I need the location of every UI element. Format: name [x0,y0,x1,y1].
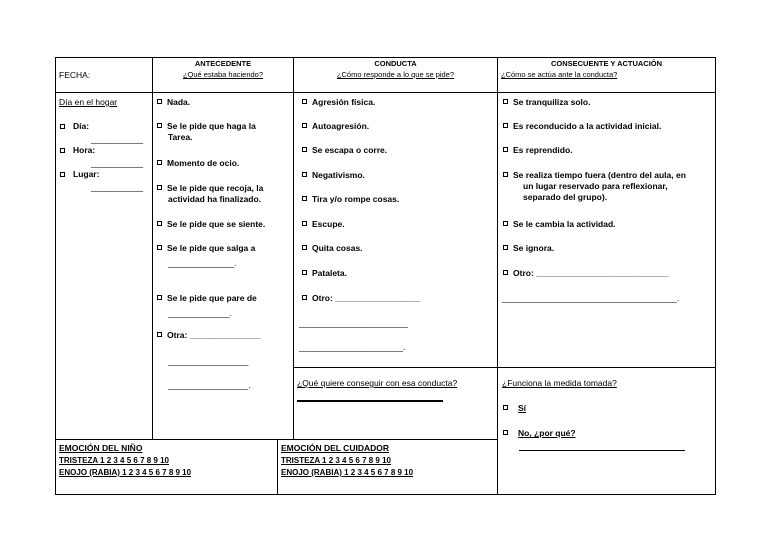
checkbox-icon [302,123,307,128]
col2-divider [293,57,294,440]
checkbox-icon [157,160,162,165]
conducta-item-negativismo[interactable]: Negativismo. [302,170,365,181]
conducta-item-quita[interactable]: Quita cosas. [302,243,363,254]
conducta-item-tira[interactable]: Tira y/o rompe cosas. [302,194,399,205]
consecuente-no-answer-line[interactable] [519,450,685,451]
consecuente-item-tiempo-fuera[interactable]: Se realiza tiempo fuera (dentro del aula, en [503,170,686,181]
checkbox-icon [503,245,508,250]
conducta-item-escapa[interactable]: Se escapa o corre. [302,145,387,156]
conducta-item-pataleta[interactable]: Pataleta. [302,268,347,279]
checkbox-icon [503,221,508,226]
consecuente-no[interactable]: No, ¿por qué? [503,428,576,439]
emocion-cuidador-enojo[interactable]: ENOJO (RABIA) 1 2 3 4 5 6 7 8 9 10 [281,468,414,477]
dia-label: Día: [73,121,90,131]
consecuente-subtitle: ¿Cómo se actúa ante la conducta? [501,70,618,79]
checkbox-icon [157,245,162,250]
antecedente-item-otra[interactable]: Otra: _______________ [157,330,261,341]
frame-bottom [55,494,716,495]
antecedente-otra-line-1[interactable]: _________________ [168,356,249,366]
fecha-label: FECHA: [59,70,91,80]
dia-hogar-title: Día en el hogar [59,97,118,107]
checkbox-icon [302,147,307,152]
consecuente-item-reprendido[interactable]: Es reprendido. [503,145,573,156]
checkbox-icon [302,295,307,300]
conducta-question: ¿Qué quiere conseguir con esa conducta? [297,378,458,388]
consecuente-otro-line[interactable]: _____________________________________. [502,293,680,303]
emocion-nino-enojo[interactable]: ENOJO (RABIA) 1 2 3 4 5 6 7 8 9 10 [59,468,192,477]
checkbox-icon [302,196,307,201]
conducta-item-escupe[interactable]: Escupe. [302,219,345,230]
conducta-title: CONDUCTA [374,59,417,68]
frame-left [55,57,56,495]
checkbox-icon [503,172,508,177]
emocion-nino-tristeza[interactable]: TRISTEZA 1 2 3 4 5 6 7 8 9 10 [59,456,169,465]
conducta-otro-line-2[interactable]: ______________________. [299,342,406,352]
antecedente-item-ocio[interactable]: Momento de ocio. [157,158,239,169]
antecedente-subtitle: ¿Qué estaba haciendo? [182,70,264,79]
consecuente-question: ¿Funciona la medida tomada? [502,378,617,388]
conducta-otro-line-1[interactable]: _______________________ [299,318,408,328]
question-divider [293,367,716,368]
checkbox-icon [157,332,162,337]
consecuente-item-ignora[interactable]: Se ignora. [503,243,554,254]
header-bottom [55,92,716,93]
consecuente-title: CONSECUENTE Y ACTUACIÓN [550,59,663,68]
checkbox-icon [302,245,307,250]
checkbox-icon [503,147,508,152]
dia-checkbox[interactable] [60,124,65,129]
consecuente-item-reconducido[interactable]: Es reconducido a la actividad inicial. [503,121,661,132]
hora-blank[interactable]: ___________ [91,158,144,168]
antecedente-item-recoja[interactable]: Se le pide que recoja, la [157,183,263,194]
checkbox-icon [302,172,307,177]
lugar-blank[interactable]: ___________ [91,182,144,192]
checkbox-icon [302,99,307,104]
consecuente-si[interactable]: Sí [503,403,526,414]
antecedente-item-siente[interactable]: Se le pide que se siente. [157,219,265,230]
consecuente-item-tiempo-fuera-cont1: un lugar reservado para reflexionar, [523,181,668,191]
checkbox-icon [157,221,162,226]
antecedente-otra-line-2[interactable]: _________________. [168,380,251,390]
consecuente-item-tranquiliza[interactable]: Se tranquiliza solo. [503,97,590,108]
checkbox-icon [302,270,307,275]
checkbox-icon [157,295,162,300]
antecedente-item-pare-blank[interactable]: _____________. [168,308,232,318]
hora-checkbox[interactable] [60,148,65,153]
checkbox-icon [503,270,508,275]
conducta-item-agresion[interactable]: Agresión física. [302,97,375,108]
antecedente-item-tarea-cont: Tarea. [168,132,193,142]
frame-right [715,57,716,495]
lugar-checkbox[interactable] [60,172,65,177]
col3-divider [497,57,498,495]
hora-label: Hora: [73,145,96,155]
checkbox-icon [157,99,162,104]
dia-blank[interactable]: ___________ [91,134,144,144]
emocion-cuidador-title: EMOCIÓN DEL CUIDADOR [281,443,389,453]
emocion-nino-title: EMOCIÓN DEL NIÑO [59,443,143,453]
conducta-answer-line[interactable] [297,400,443,402]
antecedente-item-nada[interactable]: Nada. [157,97,190,108]
lugar-label: Lugar: [73,169,100,179]
checkbox-icon [503,99,508,104]
consecuente-item-tiempo-fuera-cont2: separado del grupo). [523,192,608,202]
consecuente-item-cambia[interactable]: Se le cambia la actividad. [503,219,616,230]
conducta-subtitle: ¿Cómo responde a lo que se pide? [336,70,455,79]
checkbox-icon [503,430,508,435]
conducta-item-otro[interactable]: Otro: __________________ [302,293,420,304]
frame-top [55,57,716,58]
antecedente-item-salga[interactable]: Se le pide que salga a [157,243,255,254]
emotion-divider [277,439,278,495]
antecedente-title: ANTECEDENTE [194,59,252,68]
antecedente-item-salga-blank[interactable]: ______________. [168,258,237,268]
emocion-cuidador-tristeza[interactable]: TRISTEZA 1 2 3 4 5 6 7 8 9 10 [281,456,391,465]
checkbox-icon [302,221,307,226]
checkbox-icon [157,185,162,190]
antecedente-item-recoja-cont: actividad ha finalizado. [168,194,262,204]
checkbox-icon [503,123,508,128]
antecedente-item-pare[interactable]: Se le pide que pare de [157,293,257,304]
checkbox-icon [503,405,508,410]
antecedente-item-tarea[interactable]: Se le pide que haga la [157,121,256,132]
checkbox-icon [157,123,162,128]
conducta-item-autoagresion[interactable]: Autoagresión. [302,121,369,132]
consecuente-item-otro[interactable]: Otro: ____________________________ [503,268,669,279]
col1-divider [152,57,153,440]
